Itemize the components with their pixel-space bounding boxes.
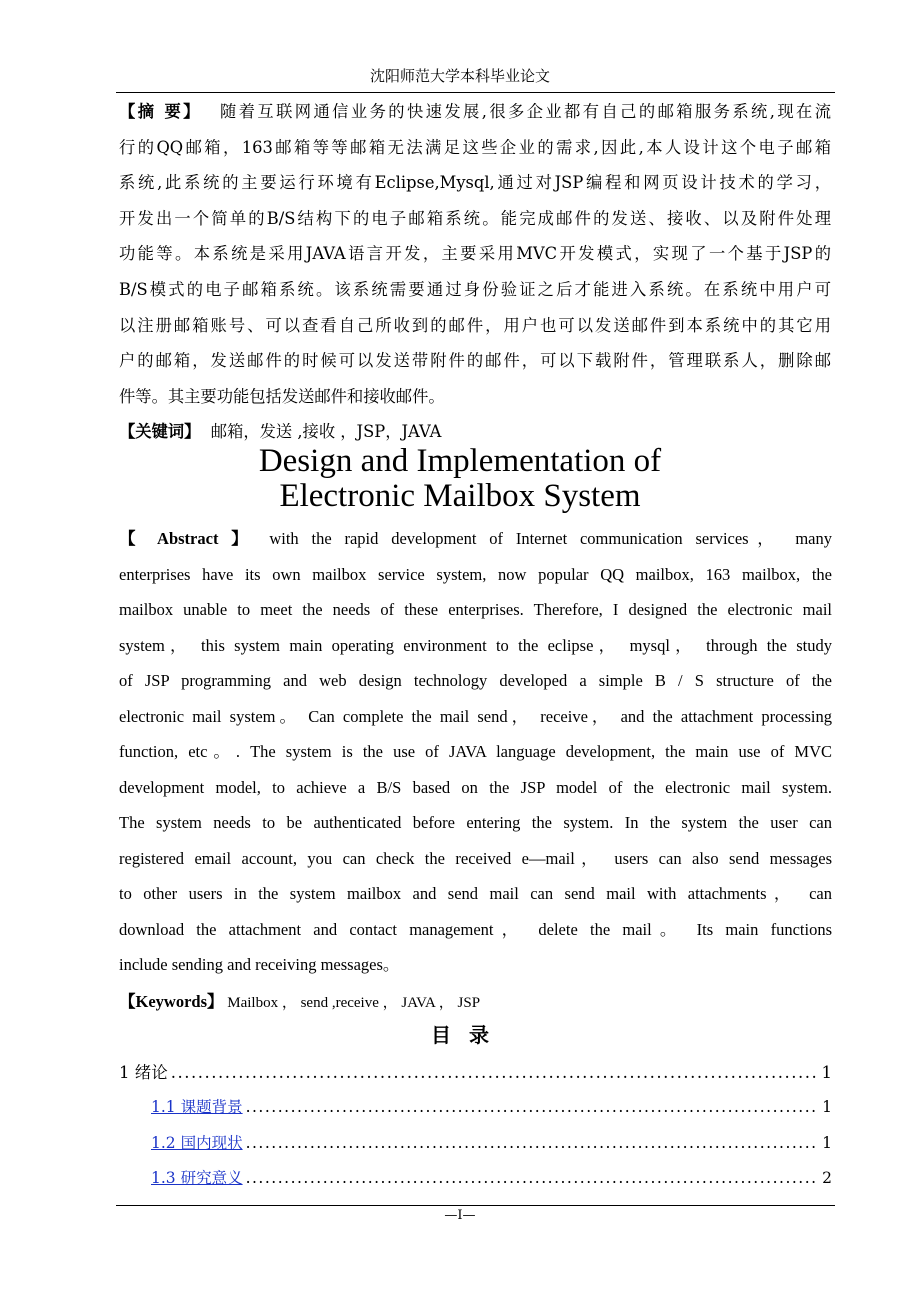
abstract-en-line: function, etc。. The system is the use of JAVA language development, the main use of MVC — [119, 742, 832, 761]
abstract-en-line: to other users in the system mailbox and send mail can send mail with attachments， can — [119, 884, 832, 903]
abstract-en-line: development model, to achieve a B/S based on the JSP model of the electronic mail system. — [119, 777, 832, 797]
abstract-cn-line: 【摘 要】 随着互联网通信业务的快速发展,很多企业都有自己的邮箱服务系统,现在流 — [119, 102, 831, 121]
toc-leader-dots — [246, 1090, 819, 1124]
abstract-cn-line: 开发出一个简单的B/S结构下的电子邮箱系统。能完成邮件的发送、接收、以及附件处理 — [119, 208, 831, 228]
toc-entry[interactable] — [151, 1090, 832, 1124]
toc-entry-link[interactable]: 1.3 研究意义 — [151, 1169, 243, 1187]
keywords-en-label: 【Keywords】 — [119, 992, 224, 1011]
abstract-cn-line: 功能等。本系统是采用JAVA语言开发，主要采用MVC开发模式，实现了一个基于JSP的 — [119, 244, 831, 264]
toc-entry-page: 2 — [822, 1169, 832, 1187]
toc-entry[interactable] — [119, 1056, 832, 1090]
keywords-cn-label: 【关键词】 — [119, 422, 201, 441]
toc-heading: 目录 — [431, 1023, 507, 1047]
abstract-cn-line: 户的邮箱，发送邮件的时候可以发送带附件的邮件，可以下载附件，管理联系人，删除邮 — [119, 351, 831, 371]
toc-entry[interactable] — [151, 1126, 832, 1160]
header-rule — [116, 92, 835, 93]
page-header-title: 沈阳师范大学本科毕业论文 — [369, 67, 550, 85]
toc-leader-dots — [246, 1126, 819, 1160]
abstract-cn-line: 行的QQ邮箱，163邮箱等等邮箱无法满足这些企业的需求,因此,本人设计这个电子邮箱 — [119, 137, 831, 157]
english-title — [0, 444, 920, 514]
abstract-en-line: enterprises have its own mailbox service system, now popular QQ mailbox, 163 mailbox, the — [119, 564, 832, 584]
abstract-cn-line: 件等。其主要功能包括发送邮件和接收邮件。 — [119, 386, 445, 406]
keywords-english — [119, 984, 831, 1021]
english-title-line-1: Design and Implementation of — [258, 443, 662, 479]
toc-entry-title[interactable]: 1 绪论 — [119, 1063, 168, 1082]
toc-entry-link[interactable]: 1.2 国内现状 — [151, 1134, 243, 1152]
toc-leader-dots — [246, 1161, 819, 1195]
abstract-en-line: include sending and receiving messages。 — [119, 955, 400, 974]
toc-entry-page: 1 — [821, 1063, 832, 1082]
abstract-en-line: registered email account, you can check the received e—mail， users can also send messages — [119, 848, 832, 868]
abstract-en-line: 【 Abstract 】 with the rapid development of Internet communication services， many — [119, 529, 832, 548]
toc-entry-page: 1 — [822, 1134, 832, 1152]
toc-leader-dots — [171, 1056, 819, 1090]
keywords-cn-text: 邮箱，发送 ,接收 ，JSP，JAVA — [210, 422, 442, 441]
abstract-en-line: of JSP programming and web design technology developed a simple B / S structure of the — [119, 671, 832, 690]
abstract-en-line: download the attachment and contact management， delete the mail。 Its main functions — [119, 919, 832, 939]
abstract-english — [119, 521, 832, 983]
abstract-cn-label: 【摘 要】 — [119, 102, 194, 121]
abstract-cn-line: 以注册邮箱账号、可以查看自己所收到的邮件，用户也可以发送邮件到本系统中的其它用 — [119, 315, 831, 335]
abstract-chinese — [119, 94, 831, 414]
abstract-en-label: 【 Abstract 】 — [119, 529, 257, 548]
abstract-en-line: mailbox unable to meet the needs of these enterprises. Therefore, I designed the electronic mail — [119, 600, 832, 619]
english-title-line-2: Electronic Mailbox System — [279, 478, 641, 514]
abstract-en-line: electronic mail system。 Can complete the mail send， receive， and the attachment processing — [119, 706, 832, 726]
keywords-en-text: Mailbox ， send ,receive ， JAVA ， JSP — [227, 995, 481, 1011]
abstract-en-line: system， this system main operating environment to the eclipse， mysql， through the study — [119, 635, 832, 655]
abstract-en-line: The system needs to be authenticated before entering the system. In the system the user can — [119, 813, 832, 832]
toc-entry-link[interactable]: 1.1 课题背景 — [151, 1098, 243, 1116]
page-number: —I— — [444, 1208, 476, 1223]
toc-entry[interactable] — [151, 1161, 832, 1195]
abstract-cn-line: B/S模式的电子邮箱系统。该系统需要通过身份验证之后才能进入系统。在系统中用户可 — [119, 279, 831, 299]
toc-entry-page: 1 — [822, 1098, 832, 1116]
abstract-cn-line: 系统,此系统的主要运行环境有Eclipse,Mysql,通过对JSP编程和网页设计技术的学习， — [119, 173, 831, 193]
